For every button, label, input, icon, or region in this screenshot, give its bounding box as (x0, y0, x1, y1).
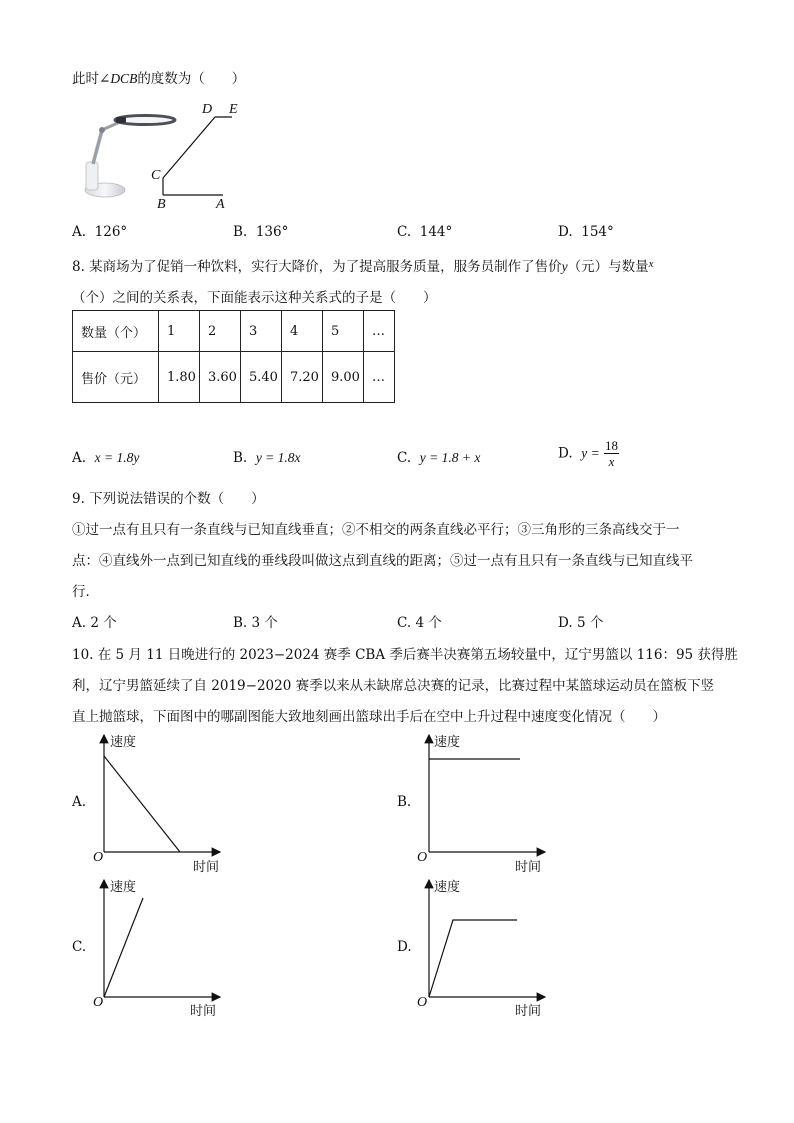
option-letter: D. (558, 445, 573, 462)
label-D: D (202, 102, 213, 117)
graph-b-xlabel: 时间 (515, 860, 542, 875)
q10-line2: 利，辽宁男篮延续了自 2019−2020 赛季以来从未缺席总决赛的记录，比赛过程中某篮球运动员在篮板下竖 (72, 678, 715, 694)
fraction-denominator: x (608, 454, 615, 469)
q7-stem (72, 67, 245, 87)
fraction (604, 438, 619, 469)
q7-stem-prefix: 此时∠ (72, 71, 111, 87)
q10-line3: 直上抛篮球，下面图中的哪副图能大致地刻画出篮球出手后在空中上升过程中速度变化情况（ ） (72, 709, 666, 725)
q9-stem: 9. 下列说法错误的个数（ ） (72, 491, 265, 507)
q7-stem-suffix: 的度数为（ ） (137, 71, 246, 87)
q9-line3: 行． (72, 584, 99, 600)
option-formula: x = 1.8y (94, 450, 140, 465)
relation-table (72, 310, 395, 403)
q8-var-x: x (648, 258, 654, 270)
q8-stem-line1 (72, 255, 654, 275)
table-cell: 3 (241, 311, 282, 352)
q9-line2: 点：④直线外一点到已知直线的垂线段叫做这点到直线的距离；⑤过一点有且只有一条直线与已知直线平 (72, 553, 693, 569)
graph-d-ylabel: 速度 (434, 880, 461, 895)
option-formula: y = (581, 445, 600, 461)
q10-line1: 10. 在 5 月 11 日晚进行的 2023−2024 赛季 CBA 季后赛半决赛第五场较量中，辽宁男篮以 116：95 获得胜 (72, 647, 738, 663)
segment-CD (163, 117, 215, 178)
option-formula: y = 1.8x (255, 450, 301, 465)
q8-var-y: y (561, 259, 568, 274)
option-letter: A. (72, 224, 87, 240)
q9-option-b[interactable] (233, 611, 278, 631)
graph-d-curve (429, 920, 517, 997)
graph-c-curve (104, 898, 143, 997)
option-letter: D. (558, 615, 573, 631)
table-cell: … (364, 311, 395, 352)
table-cell: 5.40 (241, 352, 282, 403)
label-B: B (157, 197, 166, 212)
graph-d-origin: O (417, 995, 428, 1010)
fraction-numerator: 18 (605, 438, 619, 453)
graph-a-letter[interactable]: A. (72, 794, 87, 810)
table-cell: 1 (159, 311, 200, 352)
q8-option-b[interactable] (233, 450, 301, 466)
graph-b-origin: O (417, 850, 428, 865)
q8-stem-line2: （个）之间的关系表，下面能表示这种关系式的子是（ ） (72, 290, 437, 306)
label-E: E (229, 102, 238, 117)
option-letter: B. (233, 450, 248, 466)
option-letter: A. (72, 450, 87, 466)
table-header-price: 售价（元） (73, 352, 159, 403)
graph-d[interactable] (417, 875, 557, 1020)
option-letter: C. (397, 450, 412, 466)
q8-option-a[interactable] (72, 450, 139, 466)
option-text: 126° (94, 224, 128, 240)
graph-d-letter[interactable]: D. (397, 939, 412, 955)
graph-c-ylabel: 速度 (110, 880, 137, 895)
graph-b[interactable] (417, 730, 557, 875)
table-cell: 5 (323, 311, 364, 352)
option-text: 144° (419, 224, 453, 240)
q8-option-d[interactable] (558, 438, 619, 469)
table-cell: 4 (282, 311, 323, 352)
q7-option-d[interactable] (558, 224, 614, 240)
q8-line1-prefix: 8. 某商场为了促销一种饮料，实行大降价，为了提高服务质量，服务员制作了售价 (72, 259, 562, 275)
option-text: 2 个 (90, 615, 117, 631)
option-letter: C. (397, 615, 412, 631)
table-header-quantity: 数量（个） (73, 311, 159, 352)
graph-a-ylabel: 速度 (110, 735, 137, 750)
option-letter: C. (397, 224, 412, 240)
q8-line1-mid: （元）与数量 (567, 259, 649, 275)
option-text: 136° (255, 224, 289, 240)
label-A: A (216, 197, 225, 212)
option-text: 3 个 (251, 615, 278, 631)
table-cell: 7.20 (282, 352, 323, 403)
q7-angle-var: DCB (110, 71, 138, 86)
graph-c[interactable] (92, 875, 232, 1020)
graph-a[interactable] (92, 730, 232, 875)
graph-b-ylabel: 速度 (434, 735, 461, 750)
option-letter: D. (558, 224, 573, 240)
q7-option-c[interactable] (397, 224, 452, 240)
q7-option-a[interactable] (72, 224, 127, 240)
table-cell: 1.80 (159, 352, 200, 403)
graph-c-origin: O (93, 995, 104, 1010)
option-formula: y = 1.8 + x (419, 450, 481, 465)
option-text: 4 个 (415, 615, 442, 631)
table-cell: 9.00 (323, 352, 364, 403)
option-letter: B. (233, 224, 248, 240)
table-cell: 2 (200, 311, 241, 352)
q9-option-d[interactable] (558, 611, 603, 631)
table-cell: 3.60 (200, 352, 241, 403)
q9-option-c[interactable] (397, 611, 442, 631)
graph-a-origin: O (93, 850, 104, 865)
graph-d-xlabel: 时间 (515, 1004, 542, 1019)
option-letter: B. (233, 615, 248, 631)
q7-option-b[interactable] (233, 224, 288, 240)
q8-option-c[interactable] (397, 450, 480, 466)
label-C: C (151, 168, 161, 183)
option-text: 5 个 (576, 615, 604, 631)
q9-option-a[interactable] (72, 611, 117, 631)
table-row (73, 352, 395, 403)
option-letter: A. (72, 615, 87, 631)
option-text: 154° (581, 224, 614, 240)
graph-c-letter[interactable]: C. (72, 939, 87, 955)
table-cell: … (364, 352, 395, 403)
graph-a-xlabel: 时间 (193, 860, 220, 875)
q9-line1: ①过一点有且只有一条直线与已知直线垂直；②不相交的两条直线必平行；③三角形的三条高线交于一 (72, 522, 680, 538)
graph-a-curve (104, 756, 180, 852)
graph-b-letter[interactable]: B. (397, 794, 412, 810)
graph-c-xlabel: 时间 (190, 1004, 217, 1019)
table-row (73, 311, 395, 352)
